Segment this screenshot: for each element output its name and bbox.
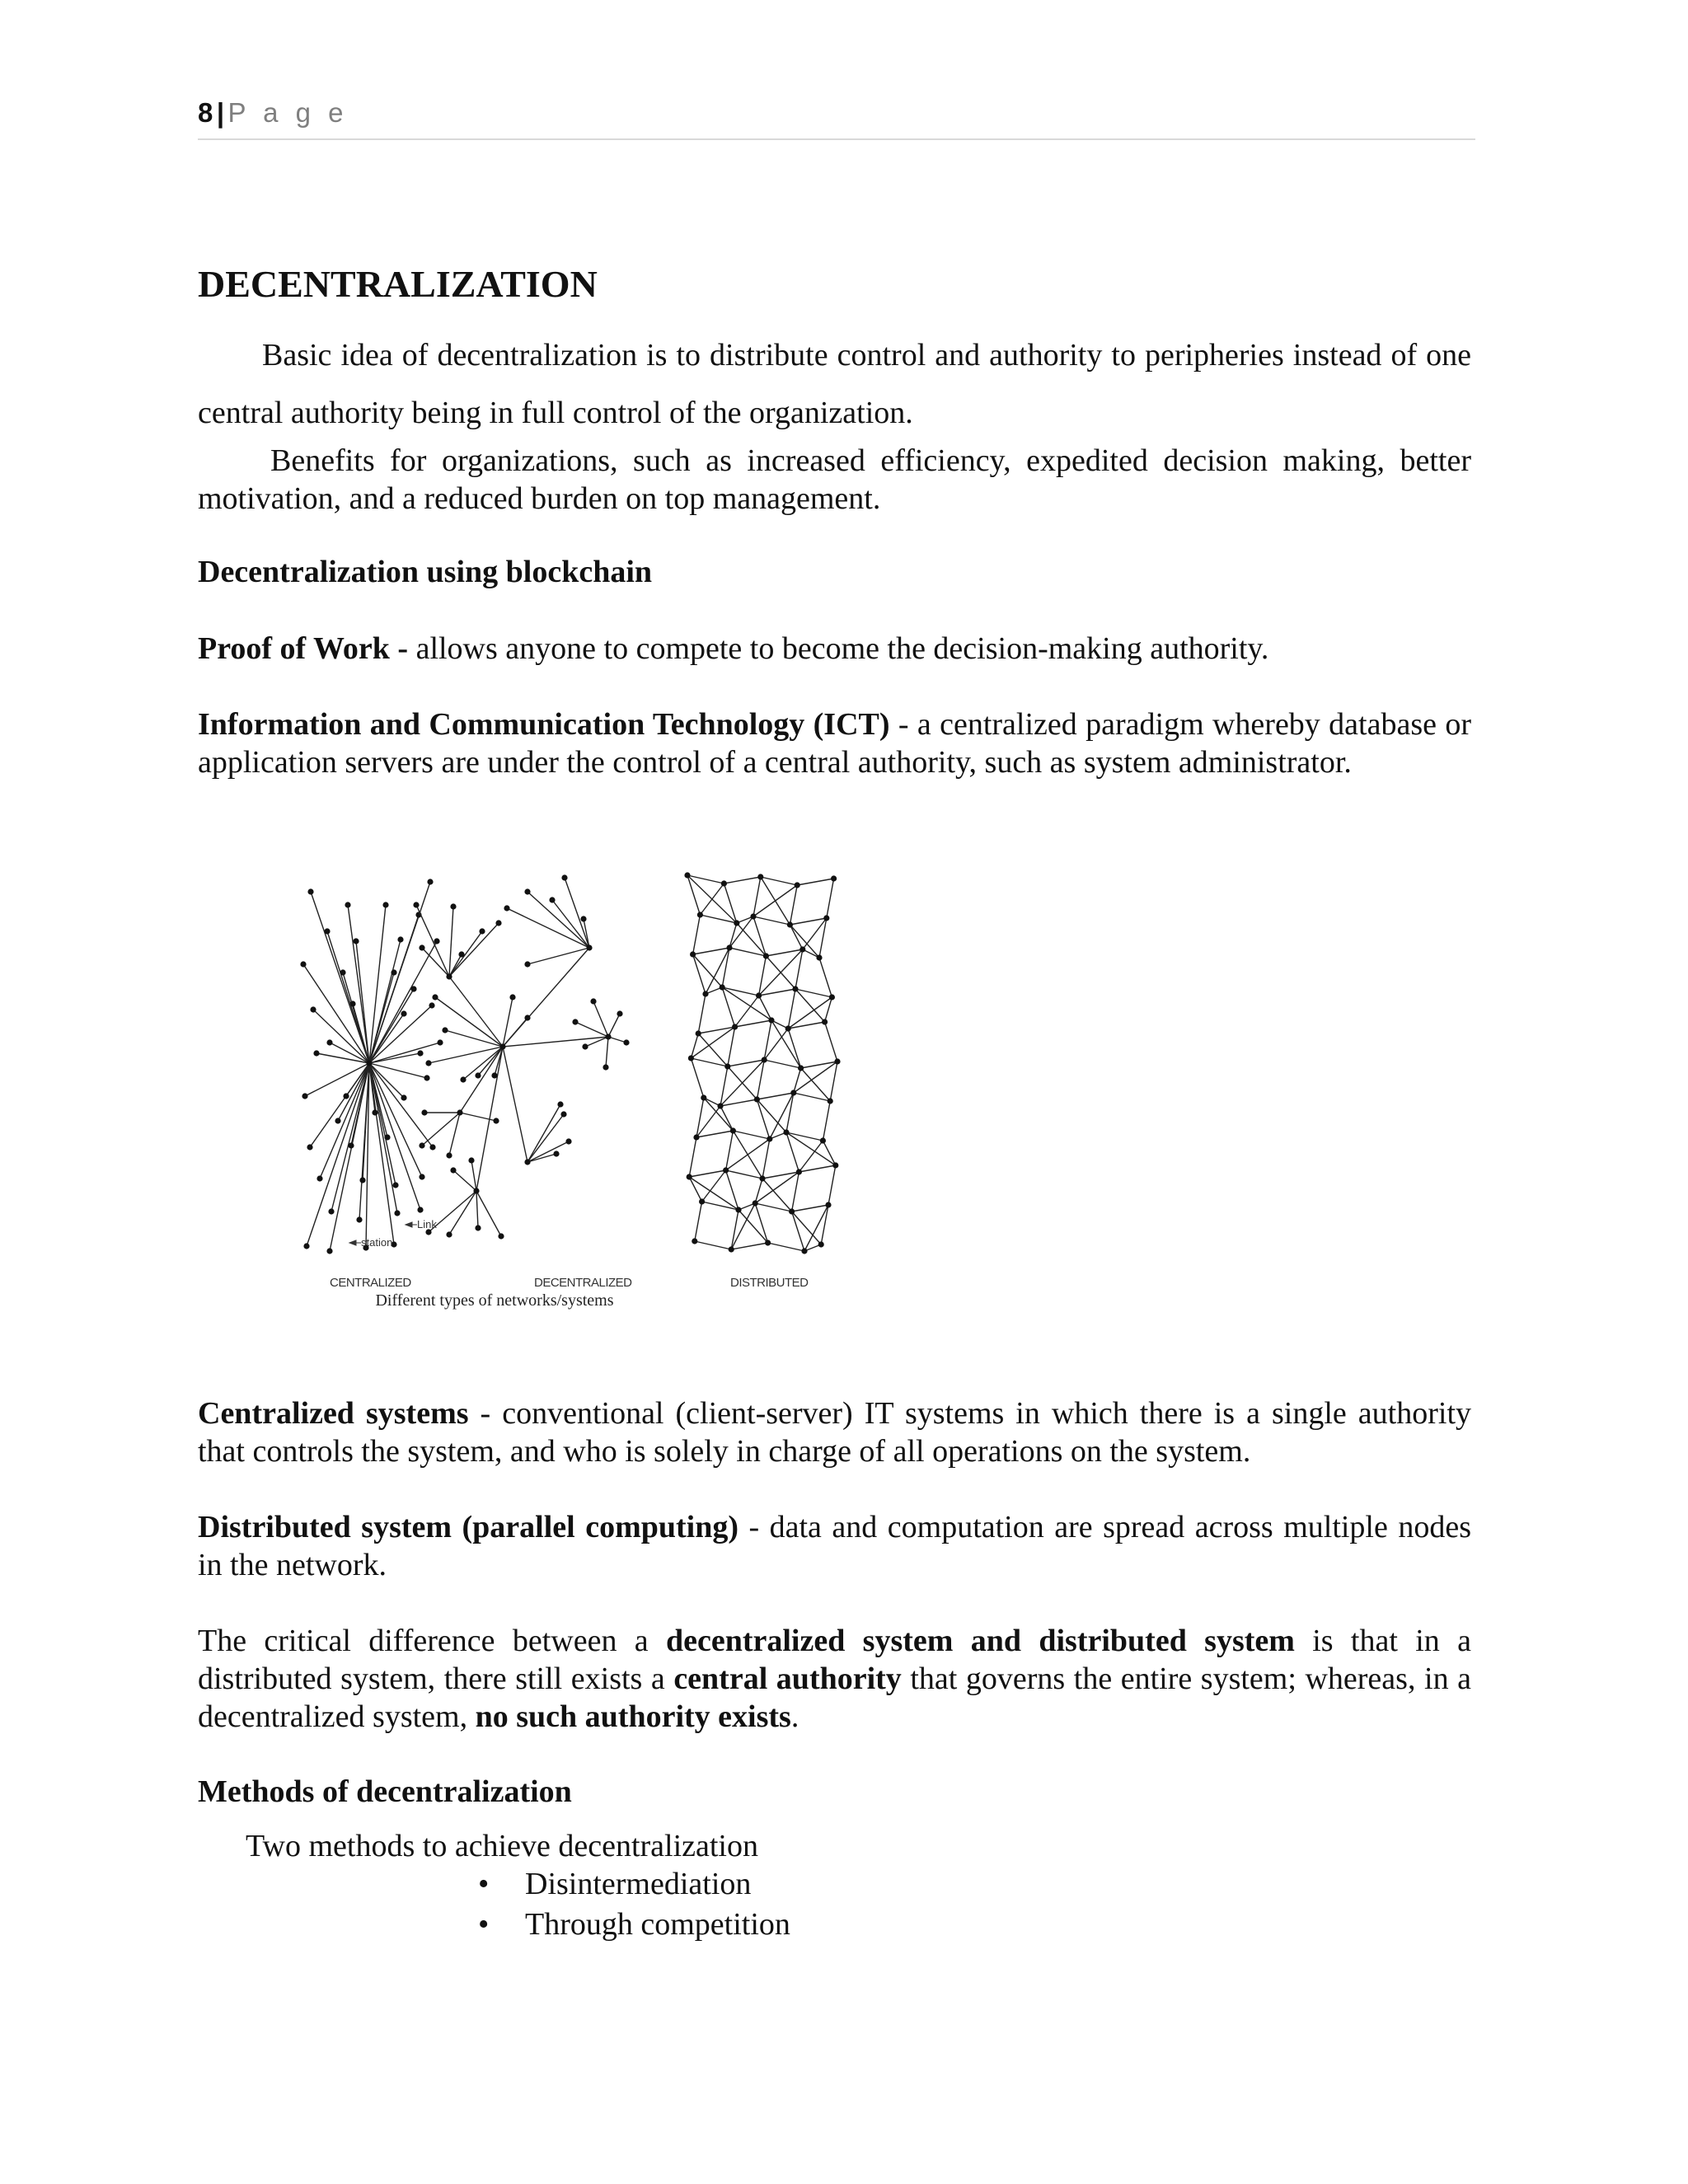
link-arrow-icon: [406, 1222, 412, 1227]
decentralized-node: [580, 916, 586, 921]
distributed-link: [693, 954, 706, 994]
distributed-node: [759, 1175, 765, 1181]
label-centralized: CENTRALIZED: [330, 1276, 411, 1290]
distributed-link: [737, 923, 767, 956]
centralized-text: - conventional (client-server) IT systems in which there is a single authority that controls the system, and who is solely in charge of all operations on the system.: [198, 1396, 1471, 1469]
centralized-node: [429, 1144, 435, 1150]
distributed-text: - data and computation are spread across multiple nodes in the network.: [198, 1510, 1472, 1582]
ict-paragraph: [198, 705, 1471, 781]
centralized-link: [348, 905, 369, 1063]
centralized-term: Centralized systems: [198, 1396, 469, 1431]
distributed-link: [819, 918, 827, 958]
ict-term: Information and Communication Technology (ICT): [198, 707, 890, 742]
distributed-link: [825, 1022, 837, 1062]
distributed-link: [797, 879, 833, 885]
centralized-node: [410, 986, 416, 991]
distributed-node: [754, 1096, 760, 1102]
distributed-node: [832, 1162, 838, 1168]
distributed-link: [786, 1132, 836, 1165]
distributed-link: [827, 879, 834, 918]
decentralized-link: [503, 1018, 528, 1047]
centralized-node: [424, 1075, 429, 1080]
centralized-node: [356, 1216, 362, 1222]
decentralized-node: [468, 1157, 474, 1163]
decentralized-node: [524, 1159, 530, 1165]
centralized-node: [324, 928, 330, 934]
distributed-link: [689, 1137, 696, 1177]
distributed-link: [735, 996, 759, 1027]
centralized-node: [326, 1039, 332, 1045]
centralized-node: [307, 888, 313, 894]
pow-text: allows anyone to compete to become the decision-making authority.: [408, 631, 1269, 666]
distributed-node: [829, 994, 835, 1000]
distributed-node: [720, 984, 725, 990]
list-item-label: Disintermediation: [525, 1867, 752, 1901]
distributed-link: [753, 885, 797, 916]
figure-caption: Different types of networks/systems: [375, 1291, 614, 1310]
decentralized-node: [479, 928, 485, 934]
difference-text-1: The critical difference between a: [198, 1624, 666, 1658]
centralized-link: [369, 972, 394, 1063]
distributed-link: [722, 987, 734, 1027]
distributed-node: [724, 1063, 730, 1069]
distributed-node: [692, 1238, 697, 1244]
distributed-link: [792, 1212, 804, 1251]
distributed-node: [688, 1055, 694, 1061]
difference-text-4: .: [790, 1699, 799, 1734]
decentralized-node: [446, 1231, 452, 1237]
distributed-node: [753, 1200, 758, 1206]
distributed-link: [731, 1243, 767, 1249]
centralized-node: [417, 1050, 423, 1056]
centralized-node: [310, 1006, 316, 1012]
decentralized-node: [450, 1167, 456, 1173]
decentralized-link: [449, 923, 499, 977]
distributed-node: [785, 1025, 791, 1031]
distributed-link: [753, 916, 790, 925]
centralized-node: [384, 1134, 390, 1140]
ict-text: - a centralized paradigm whereby database or application servers are under the control of a central authority, such as system administrator.: [198, 707, 1471, 780]
decentralized-node: [419, 1142, 424, 1148]
decentralized-node: [432, 994, 438, 1000]
distributed-node: [717, 1103, 723, 1108]
decentralized-node: [561, 874, 567, 880]
distributed-node: [699, 1198, 705, 1204]
page-title: DECENTRALIZATION: [198, 263, 598, 305]
centralized-node: [397, 936, 403, 942]
network-diagram: [280, 857, 857, 1277]
distributed-node: [820, 1137, 826, 1143]
distributed-node: [732, 1024, 738, 1029]
decentralized-node: [590, 998, 596, 1004]
distributed-link: [790, 925, 819, 958]
distributed-link: [726, 1170, 738, 1210]
distributed-node: [721, 880, 727, 886]
distributed-node: [825, 1202, 831, 1207]
decentralized-node: [582, 1043, 588, 1049]
distributed-node: [726, 944, 732, 950]
distributed-node: [693, 1134, 699, 1140]
decentralized-link: [429, 1047, 503, 1063]
distributed-term: Distributed system (parallel computing): [198, 1510, 738, 1544]
decentralized-node: [524, 1015, 530, 1020]
distributed-link: [786, 1132, 799, 1172]
centralized-node: [419, 1174, 424, 1179]
decentralized-node: [475, 1072, 481, 1078]
distributed-link: [757, 1093, 793, 1099]
distributed-link: [700, 915, 736, 923]
intro-paragraph-2: Benefits for organizations, such as increased efficiency, expedited decision making, better motivation, and a reduced burden on top management.: [198, 443, 1471, 516]
distributed-node: [729, 1246, 734, 1252]
distributed-node: [697, 912, 703, 917]
centralized-node: [303, 1243, 309, 1249]
decentralized-node: [457, 1109, 462, 1115]
distributed-link: [753, 877, 761, 916]
section-heading-methods: Methods of decentralization: [198, 1774, 572, 1809]
distributed-link: [695, 1202, 702, 1241]
distributed-node: [816, 954, 822, 960]
decentralized-link: [552, 900, 589, 948]
decentralized-link: [449, 907, 453, 977]
page-header: [198, 97, 1475, 140]
distributed-node: [734, 920, 739, 926]
centralized-node: [401, 1010, 406, 1016]
intro-paragraph-1: Basic idea of decentralization is to distribute control and authority to peripheries instead of one central authority being in full control of the organization.: [198, 338, 1471, 430]
link-label: Link: [417, 1218, 437, 1230]
decentralized-node: [560, 1111, 566, 1117]
distributed-link: [755, 1203, 767, 1243]
decentralized-link: [449, 1191, 476, 1235]
decentralized-node: [413, 902, 419, 907]
decentralized-node: [565, 1138, 571, 1144]
centralized-link: [369, 1053, 420, 1063]
distributed-link: [770, 1093, 794, 1139]
centralized-node: [434, 938, 439, 944]
decentralized-node: [572, 1019, 578, 1024]
distributed-link: [687, 875, 724, 883]
distributed-link: [828, 1165, 836, 1205]
centralized-node: [372, 1109, 377, 1115]
distributed-node: [765, 1240, 771, 1245]
difference-bold-1: decentralized system and distributed system: [665, 1624, 1295, 1658]
centralized-link: [316, 1053, 369, 1063]
decentralized-node: [446, 973, 452, 979]
centralized-node: [437, 1039, 443, 1045]
distributed-link: [764, 1060, 800, 1068]
distributed-link: [788, 989, 795, 1029]
distributed-node: [789, 1208, 795, 1214]
distributed-link: [702, 1170, 726, 1202]
decentralized-node: [442, 1027, 448, 1033]
list-item-label: Through competition: [525, 1907, 790, 1942]
distributed-link: [691, 1058, 703, 1098]
distributed-node: [798, 1065, 804, 1071]
distributed-link: [731, 1203, 755, 1249]
page-number: 8: [198, 97, 213, 128]
distributed-node: [790, 1090, 796, 1095]
decentralized-node: [495, 920, 501, 926]
distributed-node: [831, 875, 837, 881]
distributed-node: [757, 874, 763, 879]
distributed-network: [684, 872, 840, 1254]
decentralized-link: [528, 892, 589, 948]
station-label: station: [361, 1236, 393, 1249]
label-distributed: DISTRIBUTED: [730, 1276, 809, 1290]
decentralized-link: [503, 997, 513, 1047]
distributed-node: [792, 986, 798, 991]
distributed-link: [757, 1099, 769, 1139]
centralized-node: [302, 1093, 307, 1099]
centralized-node: [328, 1208, 334, 1214]
methods-list: [478, 1864, 790, 1945]
distributed-link: [693, 915, 701, 954]
distributed-link: [790, 918, 826, 925]
centralized-link: [369, 941, 437, 1063]
distributed-node: [795, 882, 800, 888]
centralized-node: [429, 1002, 434, 1008]
decentralized-node: [499, 1043, 505, 1049]
centralized-node: [417, 1207, 423, 1212]
distributed-node: [834, 1058, 840, 1064]
distributed-node: [684, 872, 690, 878]
centralized-link: [353, 1004, 369, 1063]
distributed-link: [764, 1029, 788, 1060]
centralized-node: [326, 1248, 332, 1254]
decentralized-node: [475, 1225, 481, 1230]
centralized-node: [300, 961, 306, 967]
distributed-link: [693, 948, 729, 954]
distributed-system-paragraph: [198, 1508, 1471, 1584]
distributed-node: [735, 1207, 741, 1212]
distributed-link: [700, 883, 724, 915]
centralized-node: [316, 1175, 322, 1181]
decentralized-node: [617, 1010, 622, 1016]
decentralized-node: [549, 897, 555, 902]
distributed-node: [783, 1129, 789, 1135]
centralized-node: [340, 969, 345, 975]
decentralized-link: [503, 1047, 528, 1162]
decentralized-node: [473, 1188, 479, 1193]
label-decentralized: DECENTRALIZED: [534, 1276, 632, 1290]
distributed-link: [724, 877, 760, 883]
centralized-node: [353, 938, 359, 944]
header-separator: |: [216, 97, 225, 128]
centralized-node: [307, 1144, 312, 1150]
station-arrow-icon: [349, 1240, 356, 1245]
distributed-link: [689, 1177, 738, 1210]
centralized-node: [366, 1060, 372, 1066]
pow-term: Proof of Work -: [198, 631, 409, 666]
list-item: [478, 1864, 790, 1905]
distributed-link: [696, 1131, 733, 1137]
distributed-node: [730, 1127, 736, 1133]
difference-text-2: is that in a distributed system, there still exists a: [198, 1624, 1471, 1696]
decentralized-network: [413, 874, 629, 1239]
distributed-link: [768, 1243, 804, 1251]
methods-intro: Two methods to achieve decentralization: [246, 1829, 758, 1863]
proof-of-work-paragraph: [198, 630, 1471, 668]
distributed-link: [698, 994, 706, 1033]
decentralized-link: [435, 997, 503, 1047]
distributed-link: [726, 1170, 762, 1179]
decentralized-link: [449, 977, 503, 1047]
distributed-node: [756, 992, 762, 998]
distributed-link: [726, 1131, 734, 1170]
decentralized-link: [471, 1160, 476, 1191]
distributed-node: [787, 921, 793, 927]
distributed-link: [799, 1141, 823, 1172]
distributed-link: [704, 1098, 734, 1131]
decentralized-node: [557, 1101, 563, 1107]
decentralized-node: [421, 1109, 427, 1115]
distributed-link: [804, 1205, 828, 1251]
centralized-node: [392, 1182, 398, 1188]
centralized-link: [369, 1063, 397, 1213]
decentralized-link: [608, 1014, 620, 1037]
difference-text-3: that governs the entire system; whereas, in a decentralized system,: [198, 1661, 1471, 1734]
decentralized-link: [422, 1113, 460, 1146]
decentralized-link: [416, 905, 449, 977]
decentralized-link: [503, 1037, 608, 1047]
distributed-node: [687, 1174, 692, 1179]
centralized-node: [345, 902, 350, 907]
distributed-node: [799, 946, 805, 952]
decentralized-node: [458, 951, 464, 957]
decentralized-link: [606, 1037, 608, 1067]
decentralized-node: [493, 1118, 499, 1123]
distributed-link: [823, 1101, 830, 1141]
decentralized-node: [524, 888, 530, 894]
decentralized-link: [445, 1030, 503, 1047]
difference-bold-3: no such authority exists: [475, 1699, 791, 1734]
decentralized-node: [524, 961, 530, 967]
centralized-node: [391, 969, 396, 975]
centralized-node: [427, 879, 433, 884]
centralized-link: [369, 1063, 427, 1078]
centralized-network: [300, 879, 443, 1254]
distributed-link: [696, 1098, 704, 1137]
distributed-node: [701, 1094, 706, 1100]
centralized-node: [343, 1093, 349, 1099]
distributed-node: [822, 1019, 828, 1024]
distributed-node: [762, 1057, 767, 1062]
centralized-node: [348, 1142, 354, 1148]
decentralized-link: [422, 948, 449, 977]
distributed-link: [689, 1170, 725, 1177]
distributed-node: [750, 913, 756, 919]
difference-paragraph: [198, 1622, 1471, 1736]
decentralized-node: [425, 1060, 431, 1066]
distributed-link: [722, 987, 771, 1020]
distributed-link: [726, 1139, 770, 1170]
section-heading-blockchain: Decentralization using blockchain: [198, 555, 653, 589]
centralized-node: [382, 902, 388, 907]
distributed-node: [690, 951, 696, 957]
distributed-link: [696, 1106, 720, 1137]
distributed-link: [695, 1241, 731, 1249]
difference-bold-2: central authority: [673, 1661, 902, 1696]
distributed-link: [761, 877, 797, 885]
distributed-link: [819, 958, 832, 997]
distributed-link: [735, 1020, 771, 1027]
distributed-link: [762, 1139, 770, 1179]
distributed-link: [729, 923, 737, 948]
decentralized-node: [446, 1152, 452, 1158]
bullet-icon: •: [478, 1907, 490, 1942]
decentralized-node: [498, 1233, 504, 1239]
centralized-node: [313, 1050, 319, 1056]
distributed-node: [823, 915, 829, 921]
decentralized-node: [605, 1033, 611, 1039]
distributed-link: [706, 948, 729, 994]
list-item: [478, 1905, 790, 1945]
distributed-node: [768, 1017, 774, 1023]
distributed-link: [792, 1172, 799, 1212]
decentralized-link: [453, 1170, 476, 1191]
centralized-link: [303, 964, 369, 1063]
distributed-link: [764, 1020, 771, 1060]
distributed-link: [733, 1131, 769, 1139]
distributed-node: [801, 1248, 807, 1254]
decentralized-link: [476, 1191, 478, 1228]
distributed-link: [799, 1165, 835, 1172]
network-types-figure: [280, 857, 857, 1335]
distributed-node: [702, 991, 708, 996]
decentralized-node: [509, 994, 515, 1000]
centralized-systems-paragraph: [198, 1394, 1471, 1470]
decentralized-node: [603, 1064, 608, 1070]
centralized-node: [394, 1210, 400, 1216]
centralized-node: [335, 1118, 340, 1123]
centralized-node: [401, 1094, 406, 1100]
distributed-node: [696, 1030, 701, 1036]
decentralized-node: [450, 903, 456, 909]
page-label: P a g e: [227, 97, 349, 128]
decentralized-node: [504, 905, 509, 911]
distributed-node: [828, 1098, 833, 1104]
decentralized-node: [586, 944, 592, 950]
decentralized-link: [449, 931, 482, 977]
distributed-node: [763, 953, 769, 958]
centralized-node: [359, 1177, 365, 1183]
centralized-node: [349, 1001, 355, 1006]
bullet-icon: •: [478, 1867, 490, 1901]
decentralized-node: [419, 944, 424, 950]
distributed-link: [790, 885, 797, 925]
decentralized-node: [460, 1076, 466, 1082]
decentralized-node: [491, 1072, 497, 1078]
distributed-node: [818, 1241, 824, 1247]
distributed-node: [796, 1169, 802, 1174]
distributed-link: [788, 1029, 800, 1068]
decentralized-node: [553, 1151, 559, 1156]
distributed-node: [723, 1167, 729, 1173]
distributed-node: [767, 1136, 772, 1141]
distributed-link: [728, 1027, 735, 1066]
distributed-link: [792, 1205, 828, 1212]
decentralized-node: [623, 1039, 629, 1045]
decentralized-link: [449, 1113, 460, 1155]
distributed-link: [753, 916, 766, 956]
distributed-link: [803, 918, 827, 949]
distributed-link: [830, 1062, 837, 1101]
decentralized-link: [528, 948, 589, 964]
centralized-link: [369, 1014, 404, 1063]
